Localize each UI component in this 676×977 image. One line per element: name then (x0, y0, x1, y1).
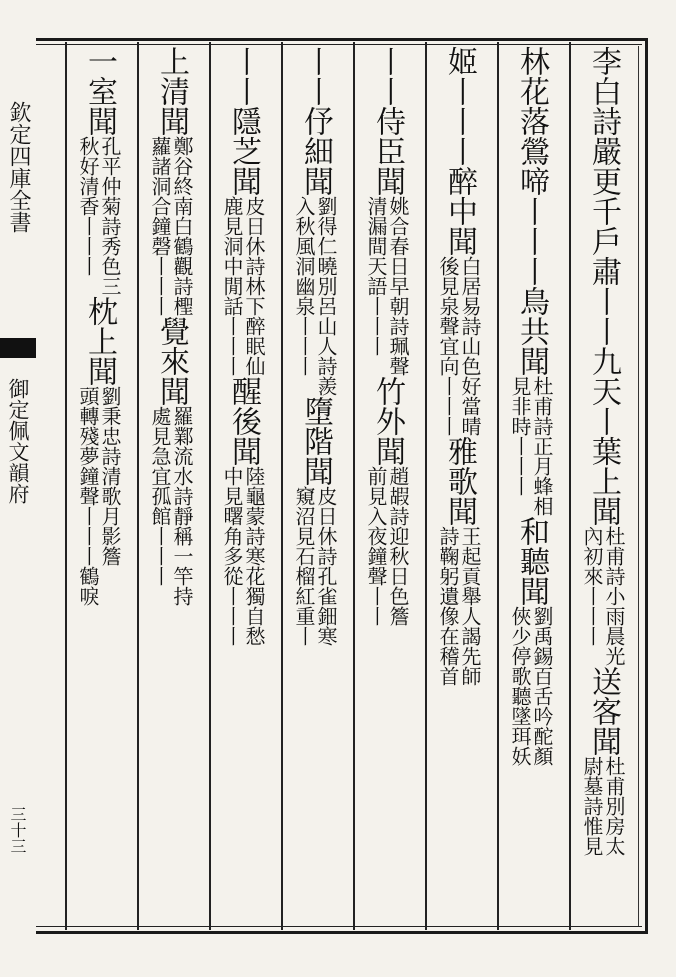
annotation-note (581, 756, 625, 856)
headword-text: 李白詩嚴更千戶 (586, 46, 621, 256)
annotation-note (77, 386, 121, 606)
note-line-left: 頭轉殘夢鐘聲丨丨丨鶴唳 (76, 386, 100, 606)
note-line-left: 內初來丨丨丨 (580, 526, 604, 646)
note-line-left: 入秋風洞幽泉丨丨丨 (292, 196, 316, 376)
headword-text: 丨丨 (226, 46, 261, 106)
note-line-right: 孔平仲菊詩秀色三 (98, 136, 122, 296)
headword-text: 鳥共聞 (514, 286, 549, 376)
text-column (426, 46, 492, 926)
column-divider (569, 42, 571, 930)
note-line-right: 白居易詩山色好當晴 (458, 256, 482, 436)
annotation-note (437, 526, 481, 686)
annotation-note (149, 136, 193, 316)
column-divider (281, 42, 283, 930)
headword-text: 竹外聞 (370, 376, 405, 466)
note-line-right: 陸龜蒙詩寒花獨自愁 (242, 466, 266, 646)
headword-text: 和聽聞 (514, 516, 549, 606)
headword-text: 葉上聞 (586, 436, 621, 526)
headword-text: 墮階聞 (298, 396, 333, 486)
note-line-left: 見非時丨丨丨 (508, 376, 532, 496)
note-line-left: 俠少停歌聽墜珥妖 (508, 606, 532, 766)
headword-text: 丨丨 (298, 46, 333, 106)
note-line-left: 中見曙角多從丨丨丨 (220, 466, 244, 646)
note-line-right: 姚合春日早朝詩珮聲 (386, 196, 410, 376)
headword-text: 上清聞 (154, 46, 189, 136)
annotation-note (221, 466, 265, 646)
fish-tail-mark (0, 338, 36, 358)
note-line-right: 皮日休詩孔雀鈿寒 (314, 486, 338, 646)
annotation-note (77, 136, 121, 296)
top-rule (36, 44, 642, 45)
column-divider (137, 42, 139, 930)
text-column (354, 46, 420, 926)
column-divider (425, 42, 427, 930)
note-line-right: 杜甫別房太 (602, 756, 626, 856)
headword-text: 覺來聞 (154, 316, 189, 406)
note-line-left: 詩鞠躬遺像在稽首 (436, 526, 460, 686)
note-line-right: 杜甫詩正月蜂相 (530, 376, 554, 516)
book-subtitle: 御定佩文韻府 (6, 378, 30, 504)
column-divider (353, 42, 355, 930)
bottom-rule (36, 926, 642, 927)
annotation-note (221, 196, 265, 376)
annotation-note (581, 526, 625, 666)
column-divider (497, 42, 499, 930)
headword-text: 隱芝聞 (226, 106, 261, 196)
headword-text: 枕上聞 (82, 296, 117, 386)
book-title: 欽定四庫全書 (6, 101, 31, 233)
note-line-right: 劉禹錫百舌吟酡顏 (530, 606, 554, 766)
headword-text: 一室聞 (82, 46, 117, 136)
annotation-note (293, 196, 337, 396)
note-line-right: 皮日休詩林下醉眠仙 (242, 196, 266, 376)
page-number: 三十三 (8, 806, 27, 854)
text-column (66, 46, 132, 926)
annotation-note (365, 466, 409, 626)
text-column (210, 46, 276, 926)
annotation-note (149, 406, 193, 606)
annotation-note (509, 376, 553, 516)
headword-text: 送客聞 (586, 666, 621, 756)
annotation-note (293, 486, 337, 646)
text-column (570, 46, 636, 926)
note-line-left: 前見入夜鐘聲丨丨 (364, 466, 388, 626)
note-line-right: 鄭谷終南白鶴觀詩檉 (170, 136, 194, 316)
note-line-left: 秋好清香丨丨丨 (76, 136, 100, 276)
note-line-left: 窺沼見石榴紅重丨 (292, 486, 316, 646)
note-line-right: 劉得仁曉別呂山人詩羨 (314, 196, 338, 396)
note-line-left: 鹿見洞中閒話丨丨丨 (220, 196, 244, 376)
annotation-note (365, 196, 409, 376)
note-line-left: 處見急宜孤館丨丨丨 (148, 406, 172, 586)
headword-text: 丨丨醉中聞 (442, 106, 477, 256)
text-column (138, 46, 204, 926)
note-line-right: 羅鄴流水詩靜稱一竿持 (170, 406, 194, 606)
annotation-note (437, 256, 481, 436)
note-line-right: 杜甫詩小雨晨光 (602, 526, 626, 666)
headword-text: 醒後聞 (226, 376, 261, 466)
note-line-right: 趙嘏詩迎秋日色簷 (386, 466, 410, 626)
note-line-right: 王起貢舉人謁先師 (458, 526, 482, 686)
note-line-left: 清漏間天語丨丨丨 (364, 196, 388, 356)
headword-text: 伃細聞 (298, 106, 333, 196)
headword-text: 丨丨 (370, 46, 405, 106)
headword-text: 林花落鶯 (514, 46, 549, 166)
text-column (498, 46, 564, 926)
headword-text: 啼丨丨丨 (514, 166, 549, 286)
note-line-left: 尉墓詩惟見 (580, 756, 604, 856)
note-line-right: 劉秉忠詩清歌月影簷 (98, 386, 122, 566)
headword-text: 雅歌聞 (442, 436, 477, 526)
headword-text: 姬丨 (442, 46, 477, 106)
headword-text: 侍臣聞 (370, 106, 405, 196)
column-divider (65, 42, 67, 930)
note-line-left: 蘿諸洞合鐘磬丨丨丨 (148, 136, 172, 316)
column-divider (209, 42, 211, 930)
note-line-left: 後見泉聲宜向丨丨丨 (436, 256, 460, 436)
text-column (282, 46, 348, 926)
headword-text: 肅丨丨九天丨 (586, 256, 621, 436)
margin-column (0, 46, 36, 926)
annotation-note (509, 606, 553, 766)
